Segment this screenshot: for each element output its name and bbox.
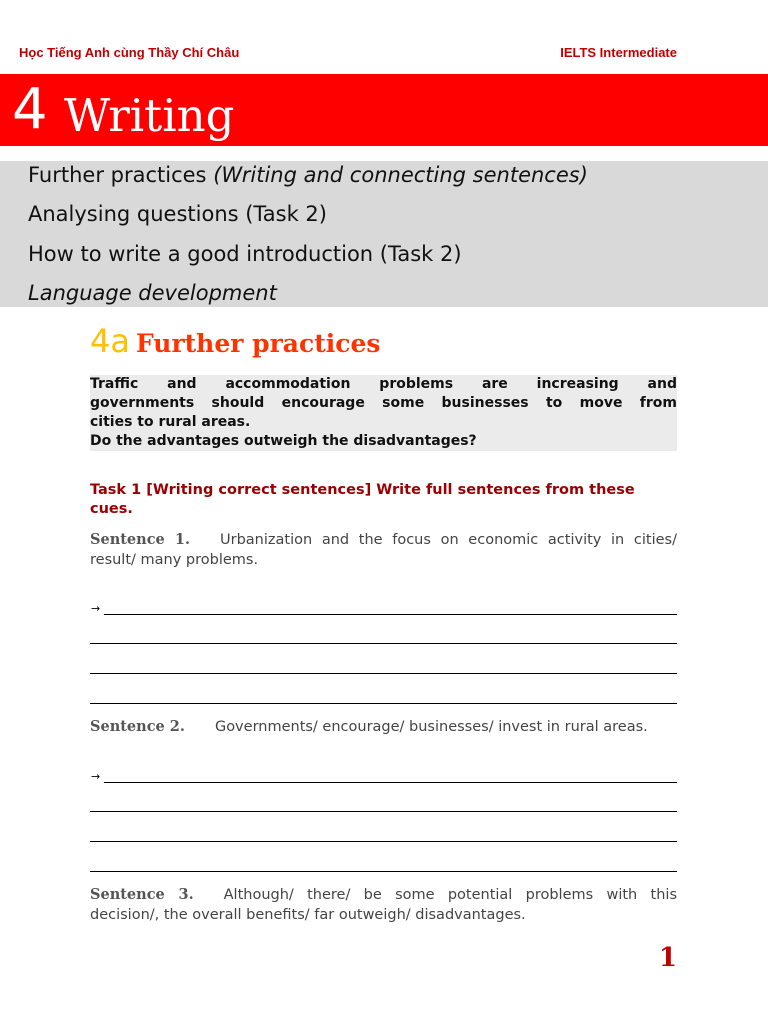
header-left: Học Tiếng Anh cùng Thầy Chí Châu: [19, 45, 240, 60]
answer-arrow-2: →: [91, 770, 101, 783]
topic-3: How to write a good introduction (Task 2): [28, 242, 462, 266]
section-title: Further practices: [135, 329, 381, 358]
question-line-3: cities to rural areas.: [90, 414, 251, 430]
chapter-number: 4: [12, 77, 48, 142]
sentence-3-cue: Although/ there/ be some potential problems with this decision/, the overall benefits/ far outweigh/ disadvantages.: [90, 887, 677, 923]
answer-line[interactable]: [90, 703, 677, 704]
answer-arrow-1: →: [91, 602, 101, 615]
essay-question: [90, 375, 677, 451]
header-right: IELTS Intermediate: [560, 45, 677, 60]
sentence-2: [90, 717, 677, 737]
page-number: 1: [658, 943, 677, 973]
topic-1-italic: (Writing and connecting sentences): [213, 163, 588, 187]
topic-1: [28, 163, 588, 187]
sentence-1-cue: Urbanization and the focus on economic activity in cities/ result/ many problems.: [90, 532, 677, 568]
task-instruction: Task 1 [Writing correct sentences] Write full sentences from these cues.: [90, 482, 635, 517]
answer-line[interactable]: [90, 673, 677, 674]
answer-line[interactable]: [90, 841, 677, 842]
sentence-3: [90, 885, 677, 925]
sentence-1: [90, 530, 677, 570]
answer-line[interactable]: [90, 643, 677, 644]
answer-line[interactable]: [90, 871, 677, 872]
question-line-1: Traffic and accommodation problems are increasing and: [90, 376, 677, 392]
question-line-2: governments should encourage some businesses to move from: [90, 395, 677, 411]
chapter-banner: [0, 74, 768, 146]
topic-2: Analysing questions (Task 2): [28, 202, 327, 226]
section-number: 4a: [90, 322, 130, 360]
sentence-2-cue: Governments/ encourage/ businesses/ invest in rural areas.: [214, 719, 648, 735]
sentence-2-label: Sentence 2.: [90, 718, 185, 735]
answer-line[interactable]: [90, 811, 677, 812]
question-line-4: Do the advantages outweigh the disadvantages?: [90, 433, 477, 449]
topics-box: [0, 161, 768, 307]
topic-1-main: Further practices: [28, 163, 214, 187]
sentence-3-label: Sentence 3.: [90, 886, 194, 903]
answer-line[interactable]: [104, 782, 677, 783]
chapter-title: Writing: [64, 89, 235, 142]
sentence-1-label: Sentence 1.: [90, 531, 190, 548]
topic-4: Language development: [28, 281, 277, 305]
answer-line[interactable]: [104, 614, 677, 615]
section-heading: [90, 322, 380, 360]
